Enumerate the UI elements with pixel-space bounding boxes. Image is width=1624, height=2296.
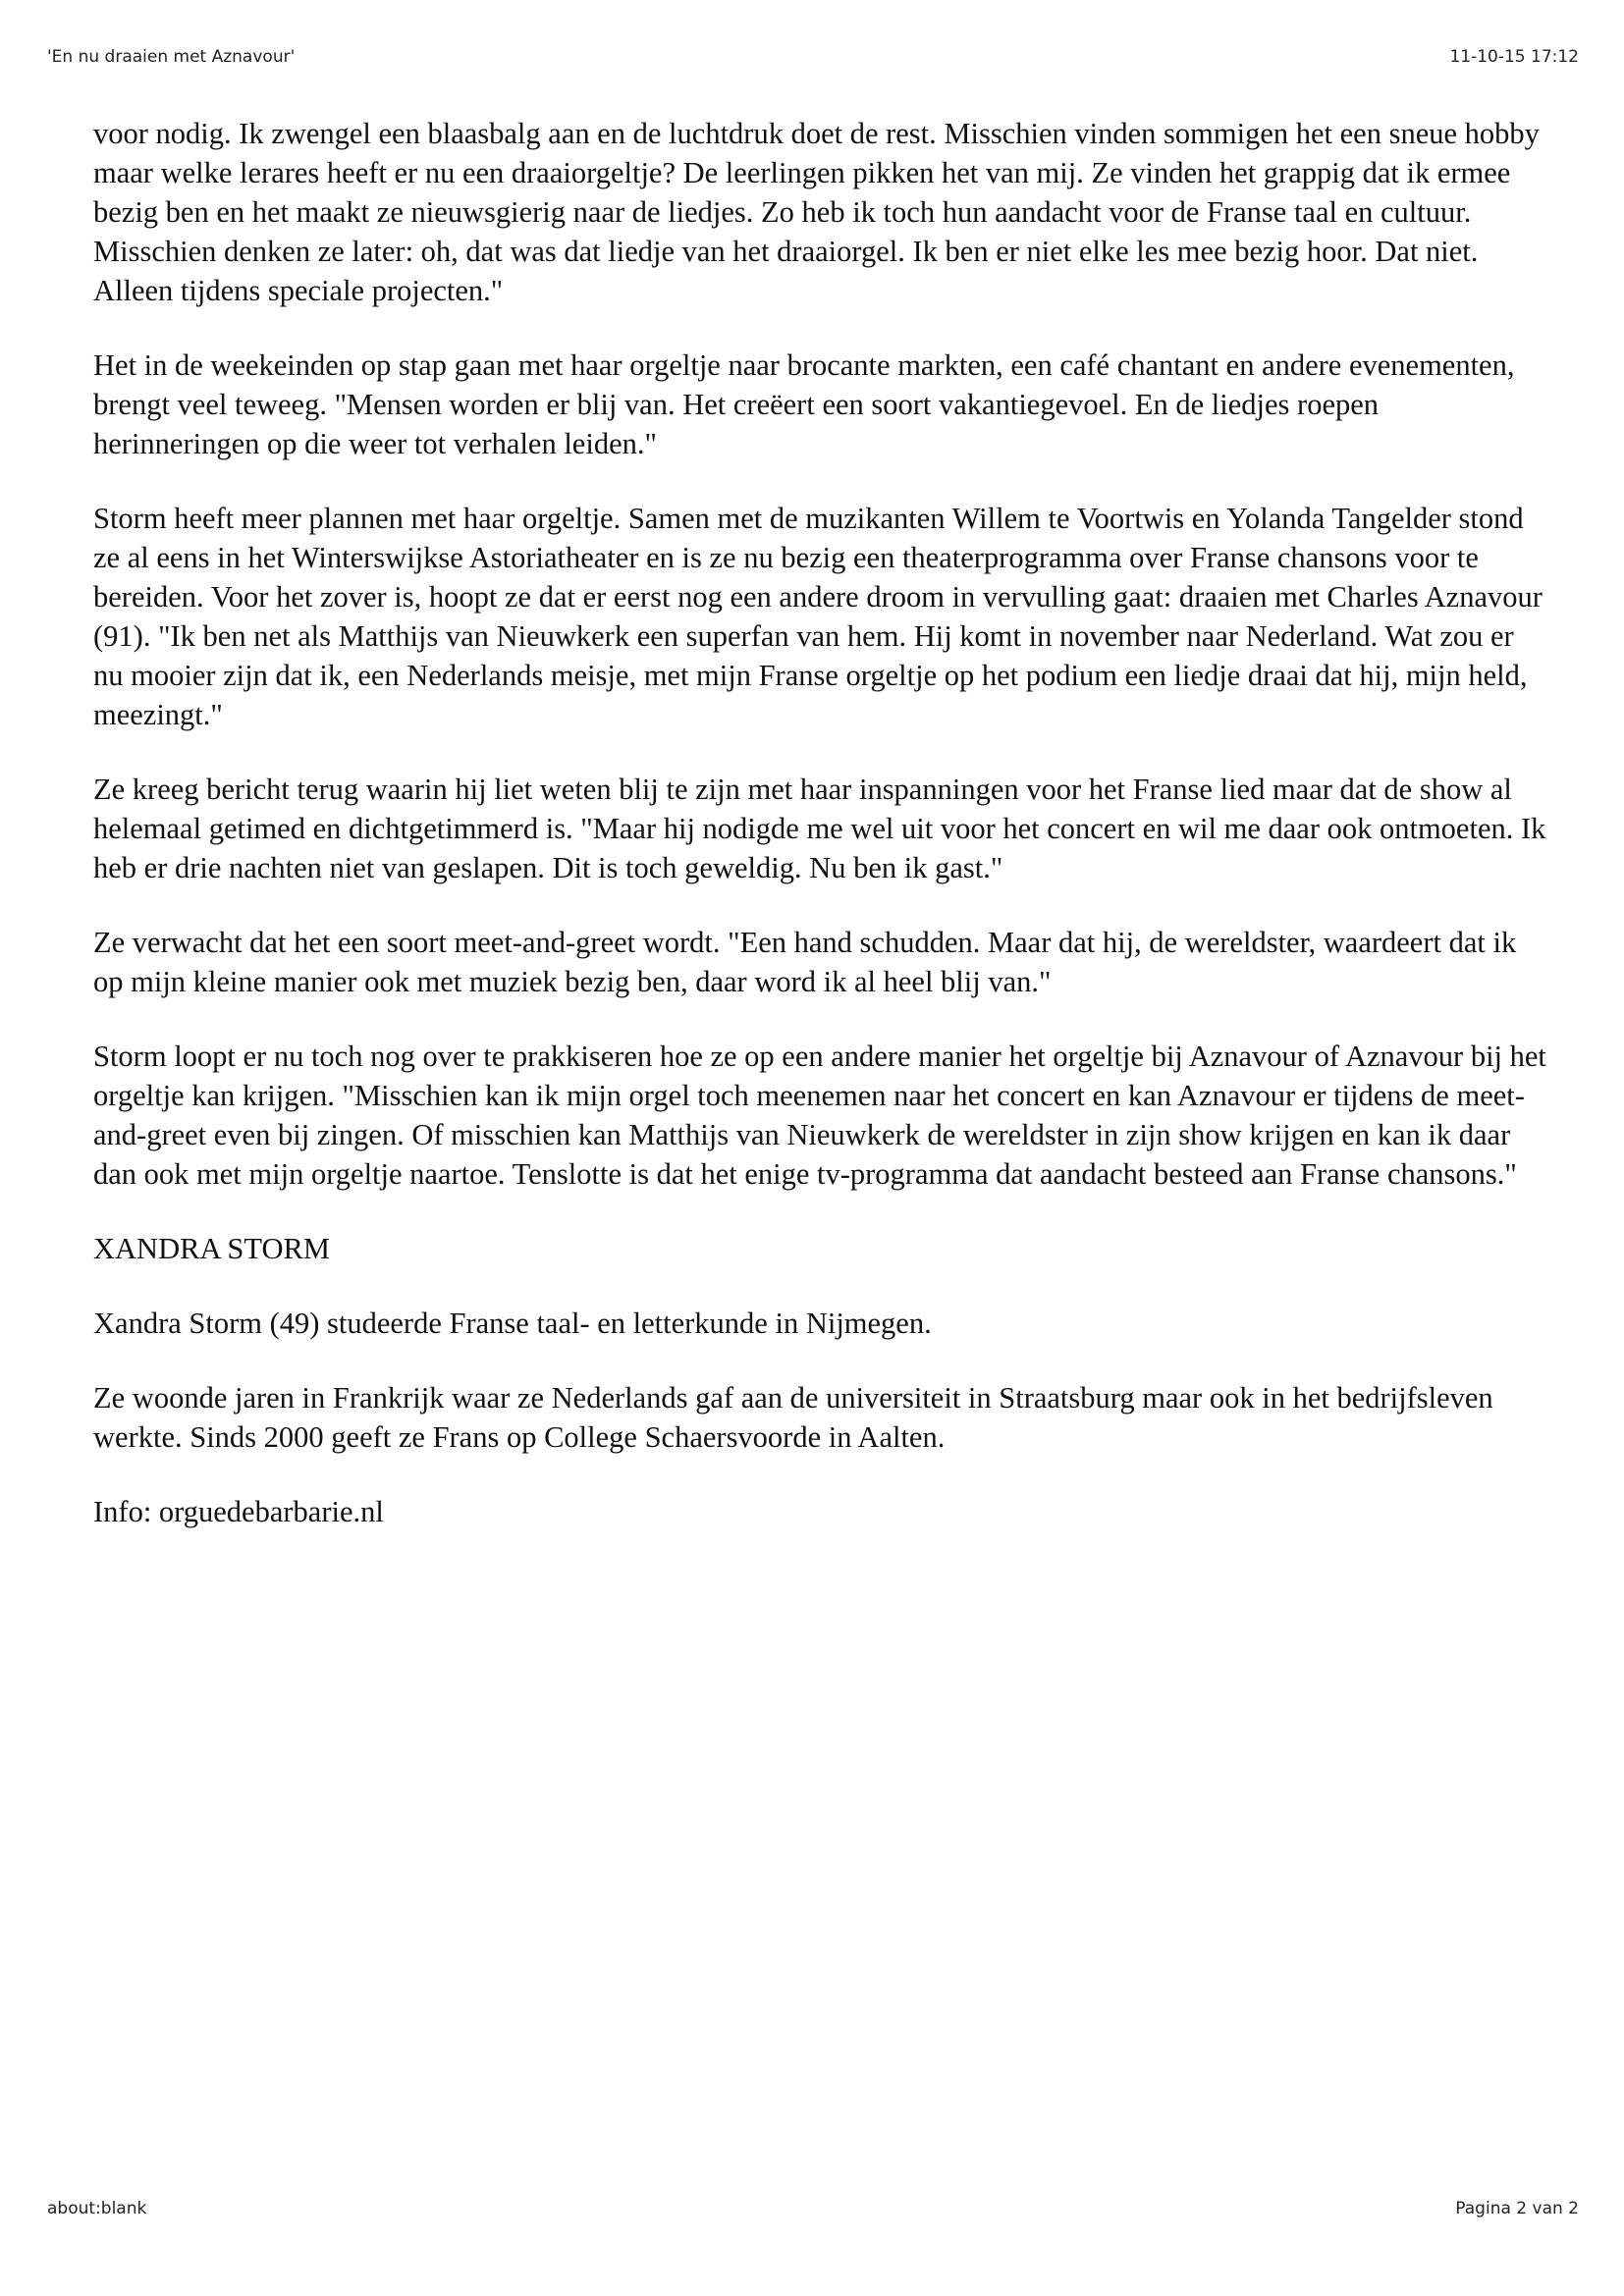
page-header-datetime: 11-10-15 17:12 bbox=[1449, 47, 1579, 67]
article-paragraph: Het in de weekeinden op stap gaan met haar orgeltje naar brocante markten, een café chantant en andere evenementen, brengt veel teweeg. "Mensen worden er blij van. Het creëert een soort vakantiegevoel. En de liedjes roepen herinneringen op die weer tot verhalen leiden." bbox=[93, 348, 1515, 460]
article-body bbox=[93, 114, 1546, 1567]
article-paragraph: voor nodig. Ik zwengel een blaasbalg aan en de luchtdruk doet de rest. Misschien vinden sommigen het een sneue hobby maar welke lerares heeft er nu een draaiorgeltje? De leerlingen pikken het van mij. Ze vinden het grappig dat ik ermee bezig ben en het maakt ze nieuwsgierig naar de liedjes. Zo heb ik toch hun aandacht voor de Franse taal en cultuur. Misschien denken ze later: oh, dat was dat liedje van het draaiorgel. Ik ben er niet elke les mee bezig hoor. Dat niet. Alleen tijdens speciale projecten." bbox=[93, 117, 1540, 307]
article-paragraph: Ze kreeg bericht terug waarin hij liet weten blij te zijn met haar inspanningen voor het Franse lied maar dat de show al helemaal getimed en dichtgetimmerd is. "Maar hij nodigde me wel uit voor het concert en wil me daar ook ontmoeten. Ik heb er drie nachten niet van geslapen. Dit is toch geweldig. Nu ben ik gast." bbox=[93, 773, 1546, 884]
article-paragraph: Storm heeft meer plannen met haar orgeltje. Samen met de muzikanten Willem te Voortwis en Yolanda Tangelder stond ze al eens in het Winterswijkse Astoriatheater en is ze nu bezig een theaterprogramma over Franse chansons voor te bereiden. Voor het zover is, hoopt ze dat er eerst nog een andere droom in vervulling gaat: draaien met Charles Aznavour (91). "Ik ben net als Matthijs van Nieuwkerk een superfan van hem. Hij komt in november naar Nederland. Wat zou er nu mooier zijn dat ik, een Nederlands meisje, met mijn Franse orgeltje op het podium een liedje draai dat hij, mijn held, meezingt." bbox=[93, 502, 1543, 731]
article-paragraph: Storm loopt er nu toch nog over te prakkiseren hoe ze op een andere manier het orgeltje bij Aznavour of Aznavour bij het orgeltje kan krijgen. "Misschien kan ik mijn orgel toch meenemen naar het concert en kan Aznavour er tijdens de meet-and-greet even bij zingen. Of misschien kan Matthijs van Nieuwkerk de wereldster in zijn show krijgen en kan ik daar dan ook met mijn orgeltje naartoe. Tenslotte is dat het enige tv-programma dat aandacht besteed aan Franse chansons." bbox=[93, 1040, 1546, 1191]
article-paragraph: Ze woonde jaren in Frankrijk waar ze Nederlands gaf aan de universiteit in Straatsburg maar ook in het bedrijfsleven werkte. Sinds 2000 geeft ze Frans op College Schaersvoorde in Aalten. bbox=[93, 1381, 1493, 1454]
article-paragraph: Xandra Storm (49) studeerde Franse taal- en letterkunde in Nijmegen. bbox=[93, 1307, 932, 1340]
article-paragraph: Ze verwacht dat het een soort meet-and-greet wordt. "Een hand schudden. Maar dat hij, de wereldster, waardeert dat ik op mijn kleine manier ook met muziek bezig ben, daar word ik al heel blij van." bbox=[93, 926, 1517, 998]
page-footer-page-number: Pagina 2 van 2 bbox=[1455, 2199, 1579, 2218]
article-info-line: Info: orguedebarbarie.nl bbox=[93, 1495, 384, 1528]
page-header-title: 'En nu draaien met Aznavour' bbox=[47, 47, 296, 67]
subheading-xandra-storm: XANDRA STORM bbox=[93, 1232, 330, 1265]
page-footer-url: about:blank bbox=[47, 2199, 147, 2218]
